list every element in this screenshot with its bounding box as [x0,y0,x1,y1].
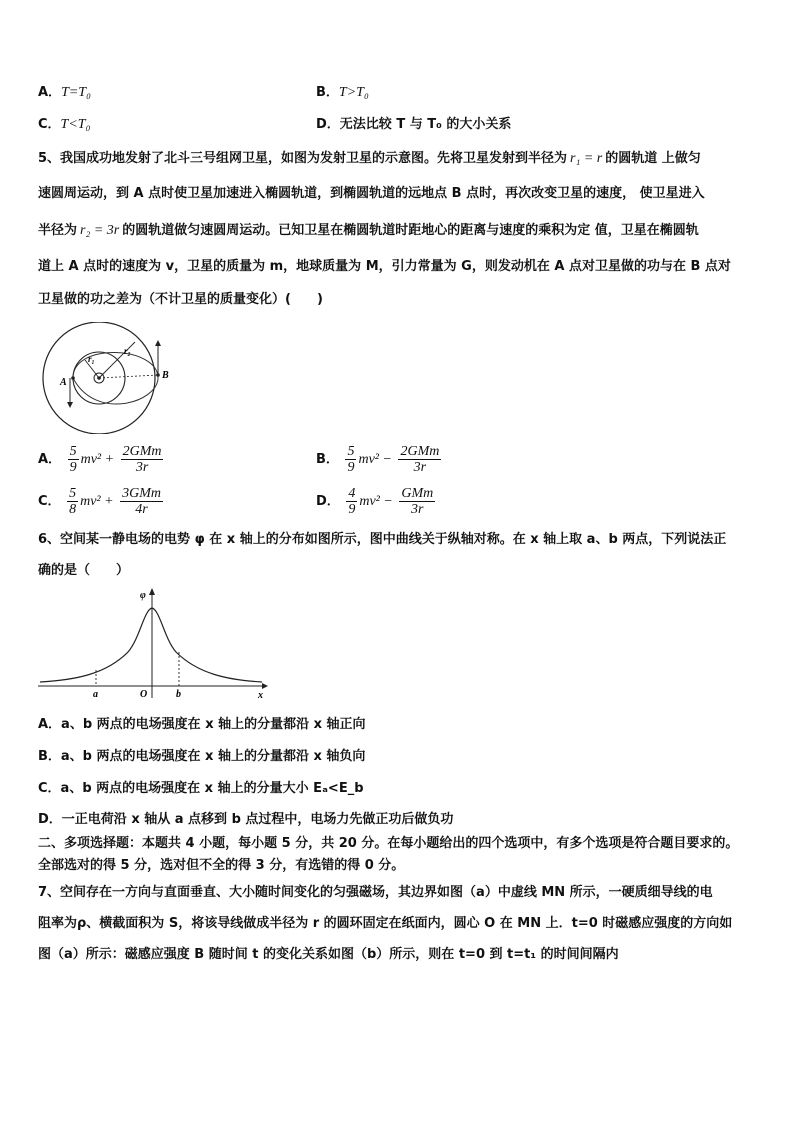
label-r2: r₂ [124,346,131,356]
q4-option-b [316,84,369,102]
potential-graph [36,586,268,700]
label-x: x [258,690,263,700]
numerator: 5 [69,444,77,459]
q5-option-c [38,486,165,517]
q4-option-a [38,84,91,102]
option-text: T<T₀ [60,117,91,132]
phi-axis-arrowhead [149,588,155,595]
q6-option-d: D．一正电荷沿 x 轴从 a 点移到 b 点过程中，电场力先做正功后做负功 [38,812,454,827]
denominator: 9 [69,460,77,475]
r1-formula: r₁ = r [570,151,603,166]
option-label: D． [316,117,340,132]
denominator: 9 [347,460,355,475]
numerator: GMm [401,486,434,501]
option-label: A． [38,85,62,100]
label-a: A [60,377,67,388]
option-label: B． [316,85,339,100]
q5-line-4: 道上 A 点时的速度为 v，卫星的质量为 m，地球质量为 M，引力常量为 G，则发动机在 A 点对卫星做的功与在 B 点对 [38,259,731,274]
label-a: a [93,689,98,700]
q5-line-5: 卫星做的功之差为（不计卫星的质量变化）( ) [38,292,323,307]
numerator: 5 [347,444,355,459]
r2-formula: r₂ = 3r [80,223,120,238]
label-b: b [176,689,181,700]
elliptical-orbit [73,352,158,404]
label-b: B [162,370,169,381]
label-phi: φ [140,590,146,601]
orbit-diagram [36,322,176,434]
label-origin: O [140,689,148,700]
q5-line-2: 速圆周运动，到 A 点时使卫星加速进入椭圆轨道，到椭圆轨道的远地点 B 点时，再次改变卫星的速度， 使卫星进入 [38,186,705,201]
numerator: 2GMm [122,444,162,459]
arrowhead-a [67,402,73,408]
energy-fraction [399,486,435,517]
q5-text: 半径为 [38,223,78,238]
q4-option-c [38,116,90,134]
point-b-dot [156,373,160,377]
q6-option-a: A．a、b 两点的电场强度在 x 轴上的分量都沿 x 轴正向 [38,717,366,732]
numerator: 3GMm [122,486,161,501]
numerator: 5 [69,486,77,501]
coefficient-fraction [68,444,79,475]
option-label: D． [316,494,340,509]
q6-option-b: B．a、b 两点的电场强度在 x 轴上的分量都沿 x 轴负向 [38,749,366,764]
energy-fraction [398,444,441,475]
denominator: 3r [413,460,427,475]
q4-option-d [316,116,511,134]
q6-line-2: 确的是（ ） [38,563,130,578]
formula-middle: mv² − [358,452,392,467]
energy-fraction [121,444,164,475]
q5-option-b [316,444,443,475]
denominator: 4r [135,502,148,517]
potential-curve [40,608,262,682]
denominator: 3r [411,502,424,517]
coefficient-fraction [67,486,78,517]
label-r1: r₁ [88,354,95,364]
q7-line-3: 图（a）所示：磁感应强度 B 随时间 t 的变化关系如图（b）所示，则在 t=0 到 t=t₁ 的时间间隔内 [38,947,619,962]
q5-option-d [316,486,437,517]
q6-option-c: C．a、b 两点的电场强度在 x 轴上的分量大小 Eₐ<E_b [38,781,364,796]
section2-line-2: 全部选对的得 5 分，选对但不全的得 3 分，有选错的得 0 分。 [38,858,405,873]
coefficient-fraction [346,486,357,517]
option-label: A． [38,452,62,467]
q5-text: 的圆轨道 上做匀 [605,151,701,166]
formula-middle: mv² + [80,452,115,467]
coefficient-fraction [345,444,356,475]
arrowhead-b [155,340,161,346]
numerator: 2GMm [400,444,440,459]
q6-line-1: 6、空间某一静电场的电势 φ 在 x 轴上的分布如图所示，图中曲线关于纵轴对称。在 x 轴上取 a、b 两点，下列说法正 [38,532,727,547]
energy-fraction [120,486,163,517]
x-axis-arrowhead [262,683,268,689]
formula-middle: mv² + [80,494,114,509]
q7-line-1: 7、空间存在一方向与直面垂直、大小随时间变化的匀强磁场，其边界如图（a）中虚线 MN 所示，一硬质细导线的电 [38,885,713,900]
formula-middle: mv² − [359,494,393,509]
q5-line-1 [38,150,701,168]
denominator: 3r [135,460,149,475]
q5-text: 5、我国成功地发射了北斗三号组网卫星，如图为发射卫星的示意图。先将卫星发射到半径为 [38,151,568,166]
option-text: T=T₀ [61,85,91,100]
q7-line-2: 阻率为ρ、横截面积为 S，将该导线做成半径为 r 的圆环固定在纸面内，圆心 O 在 MN 上．t=0 时磁感应强度的方向如 [38,916,733,931]
option-label: B． [316,452,339,467]
numerator: 4 [348,486,356,501]
q5-text: 的圆轨道做匀速圆周运动。已知卫星在椭圆轨道时距地心的距离与速度的乘积为定 值，卫星在椭圆轨 [122,223,699,238]
q5-option-a [38,444,165,475]
option-label: C． [38,117,61,132]
denominator: 9 [348,502,356,517]
denominator: 8 [69,502,77,517]
option-text: T>T₀ [338,85,369,100]
option-text: 无法比较 T 与 T₀ 的大小关系 [339,117,512,132]
section2-line-1: 二、多项选择题：本题共 4 小题，每小题 5 分，共 20 分。在每小题给出的四个选项中，有多个选项是符合题目要求的。 [38,836,739,851]
axis-dashed [99,375,158,378]
q5-line-3 [38,222,699,240]
option-label: C． [38,494,61,509]
point-a-dot [71,376,75,380]
